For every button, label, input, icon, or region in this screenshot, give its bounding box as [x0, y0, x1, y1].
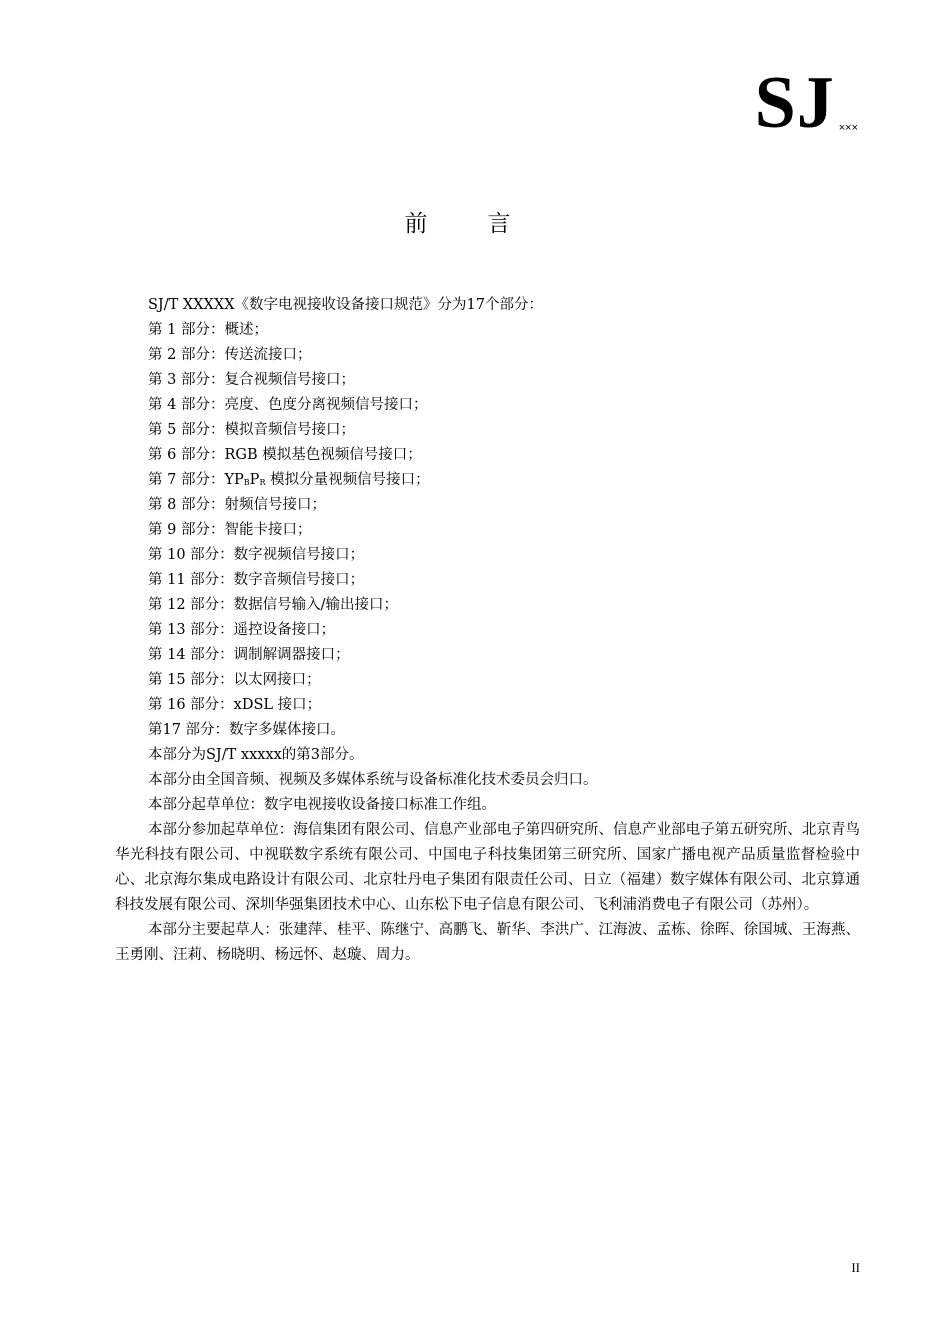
managed-by-statement: 本部分由全国音频、视频及多媒体系统与设备标准化技术委员会归口。	[148, 772, 598, 788]
part-item-7-prefix: 第 7 部分：YP	[148, 472, 244, 488]
part-item-3: 第 3 部分：复合视频信号接口；	[148, 372, 355, 388]
part-item-7	[148, 468, 860, 493]
part-item-7-sub-r: R	[259, 478, 266, 487]
page-number: II	[851, 1260, 860, 1275]
standard-code: SJ	[754, 62, 835, 144]
part-item-7-mid: P	[249, 472, 260, 488]
part-item-11: 第 11 部分：数字音频信号接口；	[148, 572, 365, 588]
part-item-8: 第 8 部分：射频信号接口；	[148, 497, 326, 513]
parts-list	[115, 318, 860, 743]
part-item-12: 第 12 部分：数据信号输入/输出接口；	[148, 597, 399, 613]
part-item-16: 第 16 部分：xDSL 接口；	[148, 697, 322, 713]
part-item-9: 第 9 部分：智能卡接口；	[148, 522, 312, 538]
part-item-17: 第17 部分：数字多媒体接口。	[148, 722, 346, 738]
part-item-1: 第 1 部分：概述；	[148, 322, 268, 338]
part-item-7-suffix: 模拟分量视频信号接口；	[265, 472, 430, 488]
standard-logo	[754, 62, 858, 144]
page-title: 前言	[404, 211, 571, 237]
part-of-statement: 本部分为SJ/T xxxxx的第3部分。	[148, 747, 364, 763]
intro-paragraph: SJ/T XXXXX《数字电视接收设备接口规范》分为17个部分：	[148, 297, 543, 313]
part-item-14: 第 14 部分：调制解调器接口；	[148, 647, 350, 663]
part-item-6: 第 6 部分：RGB 模拟基色视频信号接口；	[148, 447, 422, 463]
part-item-10: 第 10 部分：数字视频信号接口；	[148, 547, 365, 563]
part-item-4: 第 4 部分：亮度、色度分离视频信号接口；	[148, 397, 428, 413]
standard-number-placeholder: ×××	[838, 122, 858, 134]
participating-units-paragraph: 本部分参加起草单位：海信集团有限公司、信息产业部电子第四研究所、信息产业部电子第五研究所、北京青鸟华光科技有限公司、中视联数字系统有限公司、中国电子科技集团第三研究所、国家广播电视产品质量监督检验中心、北京海尔集成电路设计有限公司、北京牡丹电子集团有限责任公司、日立（福建）数字媒体有限公司、北京算通科技发展有限公司、深圳华强集团技术中心、山东松下电子信息有限公司、飞利浦消费电子有限公司（苏州）。	[115, 822, 860, 913]
drafting-unit-statement: 本部分起草单位：数字电视接收设备接口标准工作组。	[148, 797, 496, 813]
foreword-body	[115, 293, 860, 968]
part-item-7-sub-b: B	[243, 478, 250, 487]
part-item-2: 第 2 部分：传送流接口；	[148, 347, 312, 363]
main-drafters-paragraph: 本部分主要起草人：张建萍、桂平、陈继宁、高鹏飞、靳华、李洪广、江海波、孟栋、徐晖、徐国城、王海燕、王勇刚、汪莉、杨晓明、杨远怀、赵璇、周力。	[115, 922, 860, 963]
part-item-15: 第 15 部分：以太网接口；	[148, 672, 321, 688]
part-item-5: 第 5 部分：模拟音频信号接口；	[148, 422, 355, 438]
part-item-13: 第 13 部分：遥控设备接口；	[148, 622, 336, 638]
